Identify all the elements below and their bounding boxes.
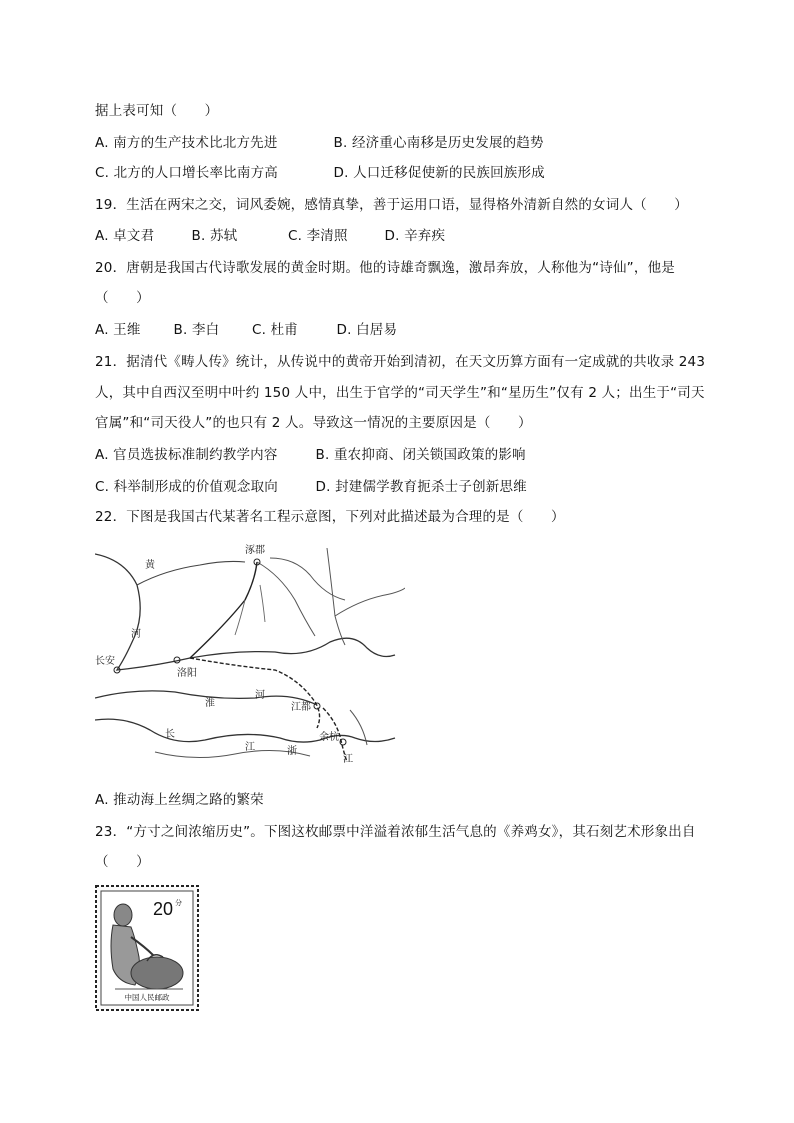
label-chang: 长 — [165, 729, 175, 740]
grand-canal-map — [95, 540, 405, 772]
q18-option-c[interactable]: C. 北方的人口增长率比南方高 — [95, 165, 279, 181]
stamp-value: 20 — [153, 899, 174, 919]
q21-option-b[interactable]: B. 重农抑商、闭关锁国政策的影响 — [315, 447, 526, 463]
q20-stem-line1: 20．唐朝是我国古代诗歌发展的黄金时期。他的诗雄奇飘逸，激昂奔放，人称他为“诗仙”，他是 — [95, 260, 675, 276]
q21-stem-line3: 官属”和“司天役人”的也只有 2 人。导致这一情况的主要原因是（ ） — [95, 415, 532, 431]
q21-stem-line2: 人，其中自西汉至明中叶约 150 人中，出生于官学的“司天学生”和“星历生”仅有 2 人；出生于“司天 — [95, 385, 705, 401]
q18-option-b[interactable]: B. 经济重心南移是历史发展的趋势 — [333, 135, 544, 151]
label-zhuojun: 涿郡 — [245, 545, 265, 556]
stamp-caption: 中国人民邮政 — [124, 993, 170, 1002]
q20-option-a[interactable]: A. 王维 — [95, 322, 141, 338]
q23-stem-line1: 23．“方寸之间浓缩历史”。下图这枚邮票中洋溢着浓郁生活气息的《养鸡女》，其石刻艺术形象出自 — [95, 824, 696, 840]
label-yuhang: 余杭 — [319, 732, 339, 743]
stamp-svg — [95, 885, 199, 1011]
q19-option-b[interactable]: B. 苏轼 — [191, 228, 238, 244]
label-huai: 淮 — [205, 698, 215, 709]
label-zhe: 浙 — [287, 746, 297, 757]
yellow-river — [95, 554, 395, 670]
q21-options-row1 — [95, 445, 715, 465]
q18-stem: 据上表可知（ ） — [95, 103, 219, 119]
q21-options-row2 — [95, 477, 715, 497]
coast-line — [335, 588, 405, 616]
q22-stem: 22．下图是我国古代某著名工程示意图，下列对此描述最为合理的是（ ） — [95, 509, 565, 525]
q21-stem-line1: 21．据清代《畴人传》统计，从传说中的黄帝开始到清初，在天文历算方面有一定成就的共收录 243 — [95, 354, 706, 370]
q18-options-row1 — [95, 133, 715, 153]
yongji-canal — [190, 562, 257, 658]
q19-option-a[interactable]: A. 卓文君 — [95, 228, 155, 244]
q18-option-a[interactable]: A. 南方的生产技术比北方先进 — [95, 135, 278, 151]
label-he: 河 — [131, 629, 141, 640]
q19-options — [95, 226, 715, 246]
northern-river-4 — [260, 585, 265, 622]
q19-option-c[interactable]: C. 李清照 — [288, 228, 348, 244]
q20-options — [95, 320, 715, 340]
q21-option-a[interactable]: A. 官员选拔标准制约教学内容 — [95, 447, 278, 463]
q19-stem: 19．生活在两宋之交，词风委婉，感情真挚，善于运用口语，显得格外清新自然的女词人（ ） — [95, 197, 688, 213]
q20-option-d[interactable]: D. 白居易 — [336, 322, 398, 338]
label-jiang2: 江 — [343, 754, 353, 765]
q18-option-d[interactable]: D. 人口迁移促使新的民族回族形成 — [333, 165, 545, 181]
label-he2: 河 — [255, 690, 265, 701]
q20-option-c[interactable]: C. 杜甫 — [252, 322, 299, 338]
northern-river-1 — [257, 562, 315, 636]
q18-options-row2 — [95, 163, 715, 183]
jiangdu-marker — [314, 703, 320, 709]
northern-river-2 — [270, 558, 345, 600]
canal-map-svg — [95, 540, 405, 772]
q23-stem-line2: （ ） — [95, 854, 150, 870]
label-changan: 长安 — [95, 656, 115, 667]
q21-option-d[interactable]: D. 封建儒学教育扼杀士子创新思维 — [315, 479, 527, 495]
label-jiang: 江 — [245, 742, 255, 753]
yangtze-river — [95, 719, 395, 742]
label-luoyang: 洛阳 — [177, 668, 197, 679]
label-jiangdu: 江都 — [291, 702, 311, 713]
postage-stamp — [95, 885, 199, 1011]
label-huang: 黄 — [145, 560, 155, 571]
q20-stem-line2: （ ） — [95, 290, 150, 306]
chicken-body — [131, 957, 183, 989]
q22-option-a[interactable]: A. 推动海上丝绸之路的繁荣 — [95, 792, 264, 808]
q20-option-b[interactable]: B. 李白 — [173, 322, 220, 338]
q19-option-d[interactable]: D. 辛弃疾 — [384, 228, 446, 244]
stamp-unit: 分 — [175, 900, 182, 907]
figure-head — [114, 904, 132, 926]
q21-option-c[interactable]: C. 科举制形成的价值观念取向 — [95, 479, 279, 495]
